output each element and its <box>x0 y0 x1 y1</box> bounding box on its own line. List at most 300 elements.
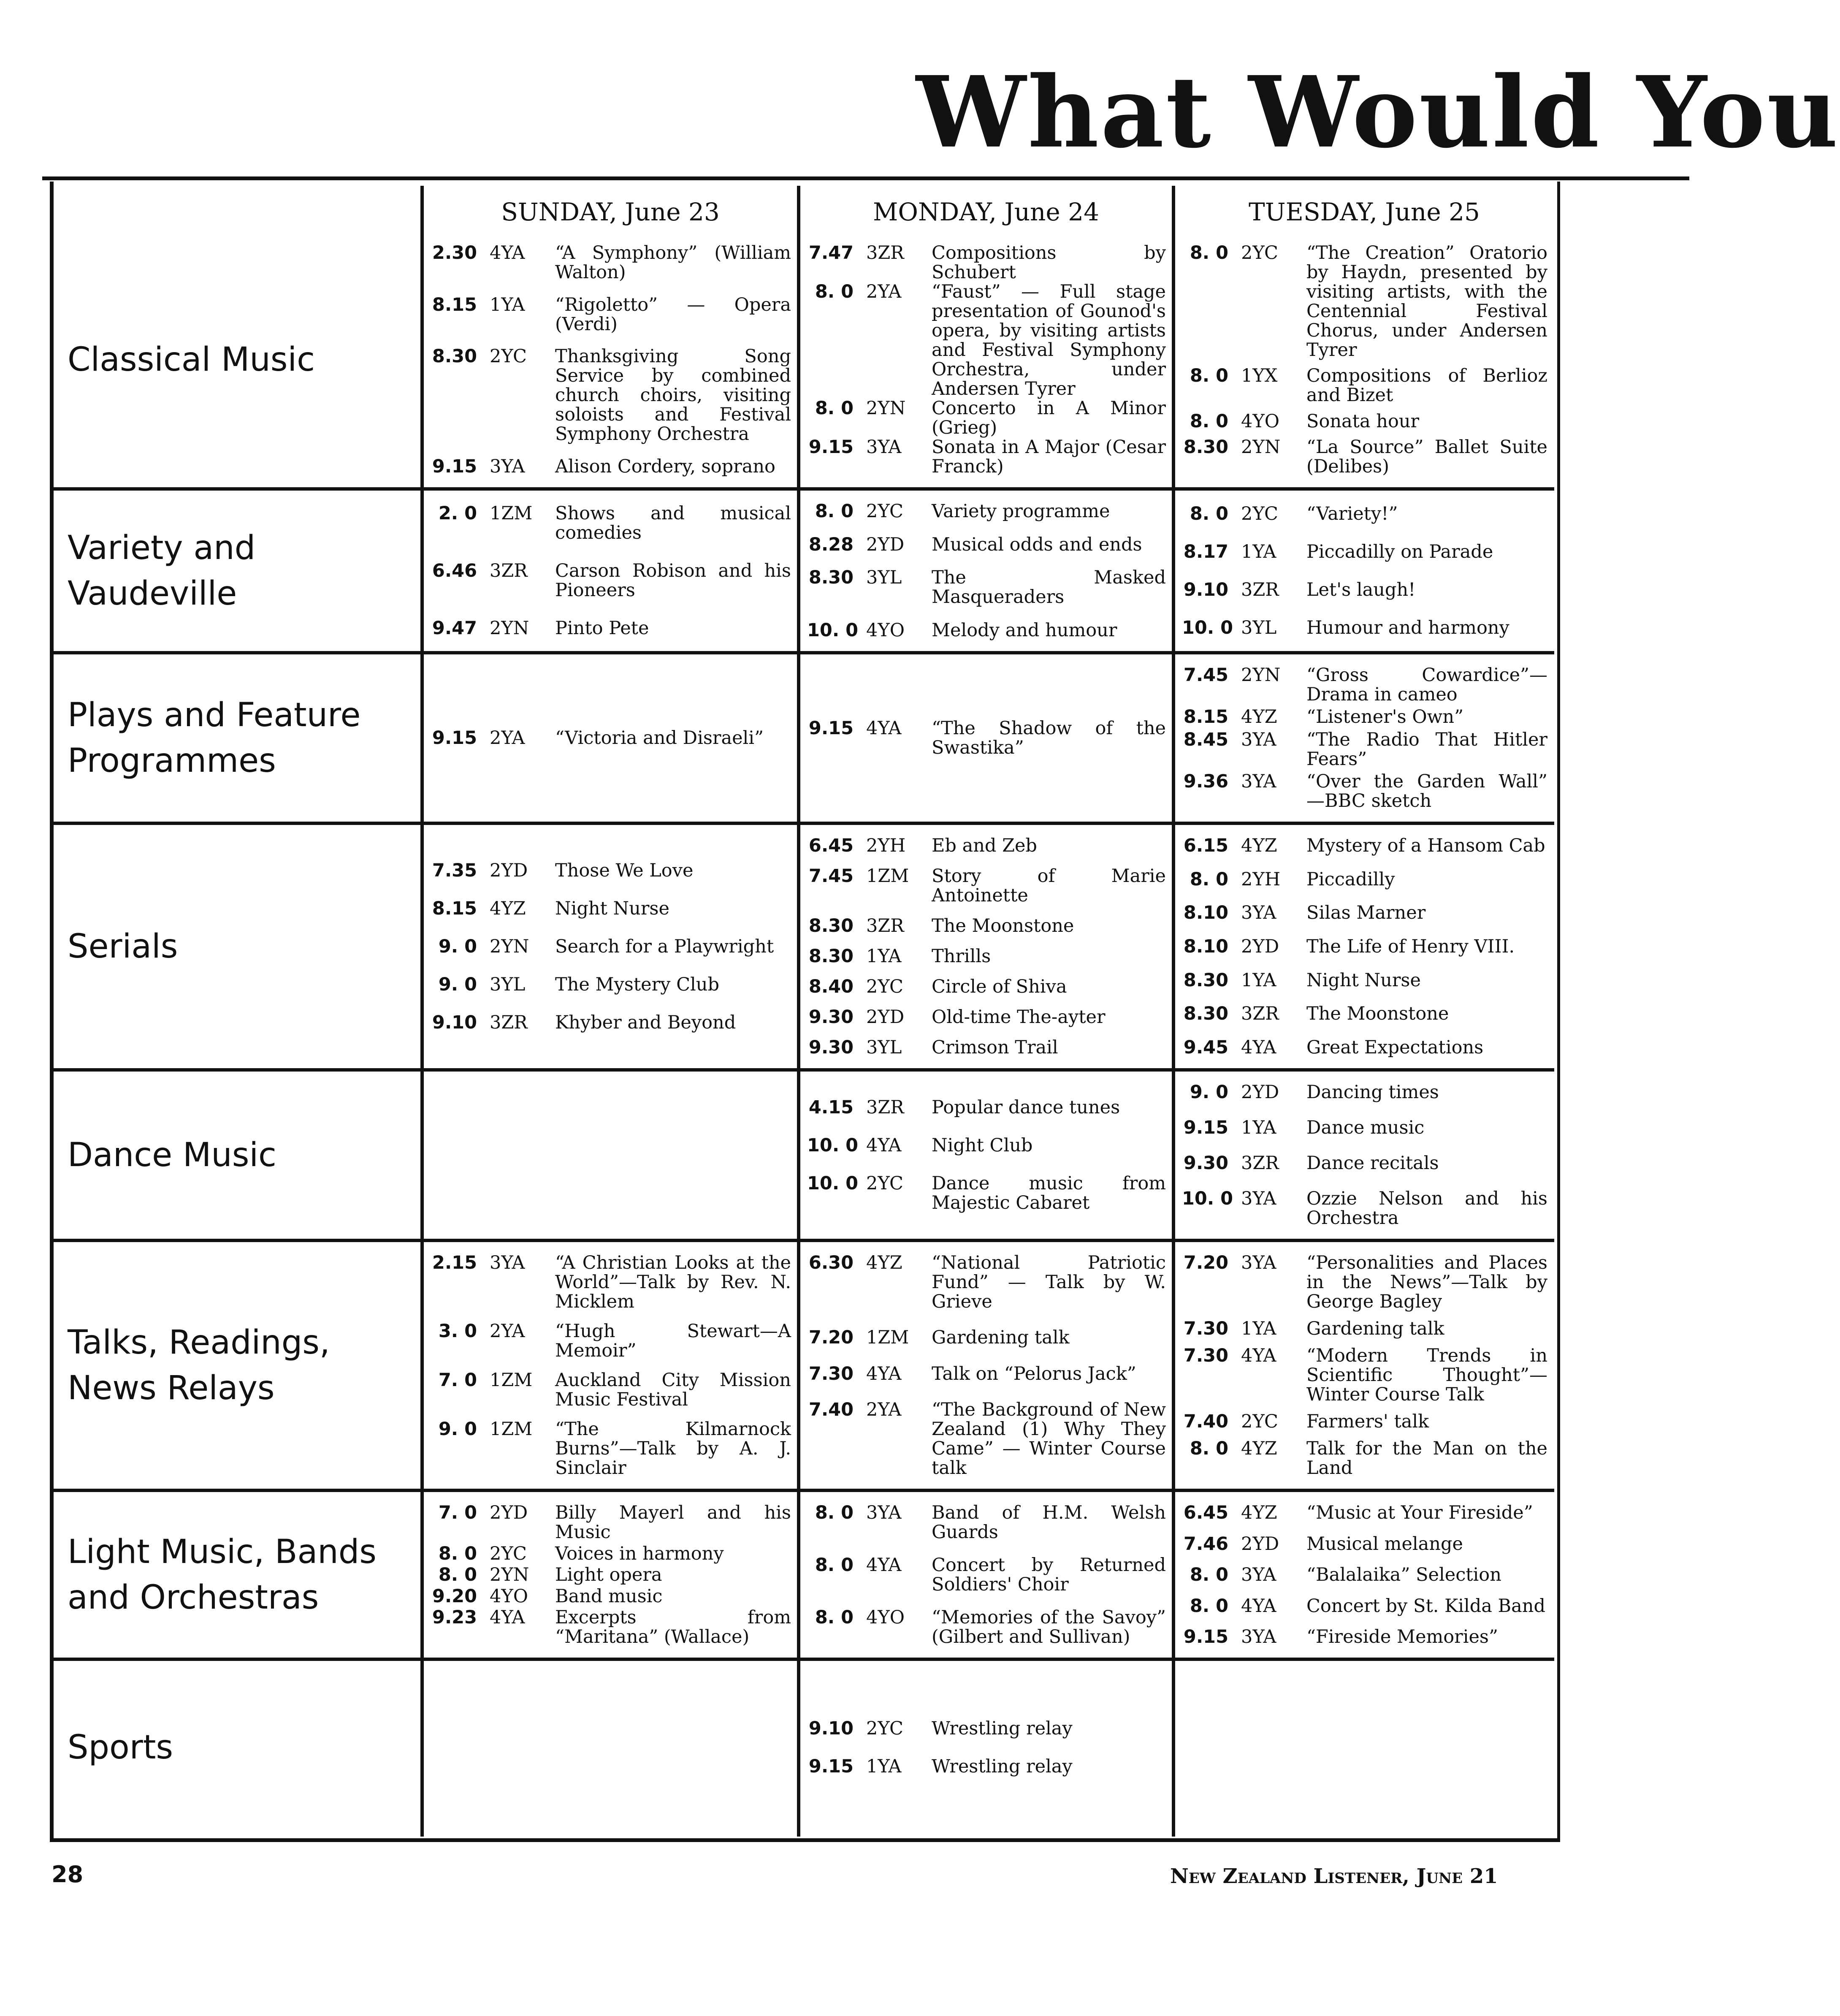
program-entry <box>431 861 791 880</box>
program-entry <box>807 1719 1166 1738</box>
program-title: Circle of Shiva <box>932 976 1067 997</box>
program-title: “Balalaika” Selection <box>1306 1564 1501 1585</box>
program-entry <box>807 866 1166 905</box>
station-code: 3YL <box>866 567 902 588</box>
program-title: Musical melange <box>1306 1533 1463 1555</box>
station-code: 2YA <box>490 1321 525 1342</box>
program-title: “Over the Garden Wall” —BBC sketch <box>1306 771 1547 811</box>
station-code: 2YN <box>490 1564 529 1585</box>
program-time: 8. 0 <box>815 1502 854 1523</box>
station-code: 2YC <box>866 976 903 997</box>
station-code: 1YA <box>490 294 525 315</box>
page-title: What Would You <box>916 54 1840 170</box>
program-time: 10. 0 <box>807 620 859 641</box>
station-code: 2YD <box>866 1007 905 1028</box>
program-time: 8. 0 <box>1190 869 1228 890</box>
program-title: Crimson Trail <box>932 1037 1058 1058</box>
program-title: “The Creation” Oratorio by Haydn, presented by visiting artists, with the Centennial Festival Chorus, under Andersen Tyrer <box>1306 242 1547 361</box>
station-code: 2YN <box>1241 665 1281 686</box>
program-title: Wrestling relay <box>932 1756 1073 1777</box>
category-label: Plays and Feature Programmes <box>68 696 361 780</box>
station-code: 1ZM <box>490 503 533 524</box>
program-entry <box>1182 971 1547 990</box>
row-divider <box>51 1489 1554 1492</box>
program-entry <box>1182 580 1547 600</box>
station-code: 2YN <box>490 936 529 957</box>
program-time: 2.15 <box>432 1252 477 1273</box>
station-code: 1YA <box>866 1756 902 1777</box>
program-time: 7.45 <box>1183 665 1228 686</box>
program-entry <box>1182 243 1547 360</box>
row-divider <box>51 822 1554 825</box>
station-code: 4YO <box>1241 411 1279 432</box>
program-time: 7.40 <box>808 1399 854 1420</box>
top-rule <box>42 176 1689 180</box>
program-entry <box>431 619 791 638</box>
program-entry <box>1182 1038 1547 1057</box>
program-entry <box>807 1608 1166 1647</box>
program-entry <box>1182 665 1547 704</box>
program-title: Auckland City Mission Music Festival <box>555 1370 791 1410</box>
station-code: 2YD <box>1241 936 1279 957</box>
station-code: 1YA <box>866 946 902 967</box>
station-code: 1ZM <box>490 1419 533 1440</box>
program-entry <box>807 1555 1166 1594</box>
row-divider <box>51 1068 1554 1072</box>
program-title: Concerto in A Minor (Grieg) <box>932 398 1166 438</box>
program-time: 7.20 <box>808 1327 854 1348</box>
station-code: 2YC <box>490 346 527 367</box>
program-time: 2.30 <box>432 242 477 263</box>
station-code: 2YD <box>1241 1533 1279 1555</box>
station-code: 3ZR <box>866 1097 904 1118</box>
program-entry <box>431 561 791 600</box>
station-code: 4YZ <box>866 1252 902 1273</box>
program-time: 8. 0 <box>1190 1564 1228 1585</box>
program-time: 9.20 <box>432 1586 477 1607</box>
program-entry <box>1182 937 1547 956</box>
program-time: 7.46 <box>1183 1533 1228 1555</box>
station-code: 2YC <box>1241 242 1278 263</box>
program-time: 6.15 <box>1183 835 1228 856</box>
program-time: 9.36 <box>1183 771 1228 792</box>
station-code: 2YC <box>1241 1411 1278 1432</box>
station-code: 4YZ <box>1241 706 1277 727</box>
program-time: 8.30 <box>1183 970 1228 991</box>
program-time: 7. 0 <box>438 1370 477 1391</box>
program-entry <box>431 1503 791 1542</box>
station-code: 3YA <box>490 1252 525 1273</box>
program-title: Excerpts from “Maritana” (Wallace) <box>555 1607 791 1647</box>
program-entry <box>431 457 791 476</box>
program-title: Melody and humour <box>932 620 1117 641</box>
program-title: Wrestling relay <box>932 1718 1073 1739</box>
program-title: “Victoria and Disraeli” <box>555 727 764 749</box>
program-time: 10. 0 <box>807 1135 859 1156</box>
station-code: 4YA <box>1241 1345 1276 1366</box>
program-title: Dance recitals <box>1306 1153 1439 1174</box>
program-title: The Moonstone <box>1306 1003 1449 1024</box>
program-time: 8. 0 <box>1190 1438 1228 1459</box>
program-time: 8.40 <box>808 976 854 997</box>
program-entry <box>807 621 1166 640</box>
station-code: 4YZ <box>1241 1438 1277 1459</box>
program-title: “A Symphony” (William Walton) <box>555 242 791 283</box>
program-title: Billy Mayerl and his Music <box>555 1502 791 1543</box>
program-time: 9.30 <box>1183 1153 1228 1174</box>
program-time: 8.30 <box>1183 437 1228 458</box>
program-time: 8.10 <box>1183 902 1228 923</box>
station-code: 3ZR <box>866 915 904 936</box>
program-entry <box>1182 1565 1547 1585</box>
program-title: Great Expectations <box>1306 1037 1484 1058</box>
program-entry <box>807 282 1166 399</box>
program-entry <box>431 1321 791 1360</box>
station-code: 3ZR <box>1241 1003 1279 1024</box>
station-code: 4YZ <box>1241 1502 1277 1523</box>
program-title: “The Shadow of the Swastika” <box>932 718 1166 758</box>
program-title: Shows and musical comedies <box>555 503 791 543</box>
row-divider <box>51 1239 1554 1242</box>
program-entry <box>1182 730 1547 769</box>
program-entry <box>807 719 1166 757</box>
day-header-monday: MONDAY, June 24 <box>873 198 1099 226</box>
station-code: 4YZ <box>1241 835 1277 856</box>
program-title: Talk on “Pelorus Jack” <box>932 1363 1136 1384</box>
program-entry <box>1182 1503 1547 1522</box>
program-time: 9. 0 <box>438 1419 477 1440</box>
program-title: Sonata hour <box>1306 411 1420 432</box>
station-code: 2YC <box>1241 503 1278 524</box>
page-number: 28 <box>51 1861 84 1888</box>
program-title: “Personalities and Places in the News”—Talk by George Bagley <box>1306 1252 1547 1312</box>
station-code: 4YA <box>866 718 902 739</box>
program-entry <box>807 1038 1166 1057</box>
station-code: 4YA <box>866 1135 902 1156</box>
program-time: 10. 0 <box>1182 617 1233 638</box>
program-title: “Variety!” <box>1306 503 1398 524</box>
station-code: 1YA <box>1241 1318 1276 1339</box>
program-title: “Modern Trends in Scientific Thought”—Winter Course Talk <box>1306 1345 1547 1405</box>
program-time: 8. 0 <box>815 1607 854 1628</box>
program-title: Dance music from Majestic Cabaret <box>932 1173 1166 1213</box>
program-time: 8.30 <box>432 346 477 367</box>
publication-line: New Zealand Listener, June 21 <box>1170 1864 1498 1888</box>
program-title: Story of Marie Antoinette <box>932 866 1166 906</box>
program-entry <box>1182 1627 1547 1647</box>
program-title: Ozzie Nelson and his Orchestra <box>1306 1188 1547 1229</box>
program-time: 8. 0 <box>815 281 854 302</box>
program-entry <box>1182 870 1547 889</box>
program-title: Popular dance tunes <box>932 1097 1120 1118</box>
program-entry <box>807 437 1166 476</box>
station-code: 3ZR <box>1241 1153 1279 1174</box>
category-label: Dance Music <box>68 1136 276 1174</box>
program-entry <box>807 916 1166 936</box>
program-entry <box>431 347 791 444</box>
station-code: 2YN <box>490 618 529 639</box>
program-entry <box>1182 903 1547 923</box>
program-title: Band of H.M. Welsh Guards <box>932 1502 1166 1543</box>
station-code: 3YA <box>866 1502 902 1523</box>
program-time: 7.47 <box>808 242 854 263</box>
station-code: 3YA <box>1241 1626 1276 1647</box>
program-title: Concert by St. Kilda Band <box>1306 1595 1545 1617</box>
program-title: Night Nurse <box>555 898 669 919</box>
station-code: 3YL <box>1241 617 1277 638</box>
program-time: 8.17 <box>1183 541 1228 562</box>
program-title: Alison Cordery, soprano <box>555 456 775 477</box>
program-title: Sonata in A Major (Cesar Franck) <box>932 437 1166 477</box>
program-title: Compositions of Berlioz and Bizet <box>1306 365 1547 406</box>
program-title: Gardening talk <box>1306 1318 1444 1339</box>
station-code: 4YA <box>866 1555 902 1576</box>
program-title: The Life of Henry VIII. <box>1306 936 1515 957</box>
program-time: 9.45 <box>1183 1037 1228 1058</box>
program-entry <box>807 399 1166 437</box>
station-code: 4YA <box>1241 1595 1276 1617</box>
program-time: 8. 0 <box>438 1564 477 1585</box>
station-code: 2YC <box>866 1173 903 1194</box>
program-entry <box>1182 366 1547 405</box>
column-divider <box>420 186 424 1837</box>
program-time: 9.10 <box>432 1012 477 1033</box>
program-title: “Music at Your Fireside” <box>1306 1502 1533 1523</box>
program-time: 6.45 <box>1183 1502 1228 1523</box>
day-header-tuesday: TUESDAY, June 25 <box>1249 198 1480 226</box>
program-entry <box>807 568 1166 607</box>
program-time: 8.15 <box>432 294 477 315</box>
program-title: “Faust” — Full stage presentation of Gounod's opera, by visiting artists and Festival Symphony Orchestra, under Andersen Tyrer <box>932 281 1166 399</box>
program-time: 8. 0 <box>1190 503 1228 524</box>
station-code: 4YA <box>490 1607 525 1628</box>
program-entry <box>431 295 791 334</box>
program-time: 9.15 <box>808 437 854 458</box>
station-code: 1ZM <box>866 866 909 887</box>
station-code: 1YA <box>1241 1117 1276 1138</box>
program-title: The Masked Masqueraders <box>932 567 1166 608</box>
program-entry <box>1182 836 1547 855</box>
program-entry <box>1182 1118 1547 1137</box>
program-entry <box>807 535 1166 554</box>
program-title: Talk for the Man on the Land <box>1306 1438 1547 1479</box>
program-time: 8. 0 <box>815 398 854 419</box>
program-entry <box>807 977 1166 996</box>
program-time: 7.30 <box>1183 1345 1228 1366</box>
program-time: 9.15 <box>432 456 477 477</box>
program-entry <box>1182 1412 1547 1431</box>
program-title: “The Kilmarnock Burns”—Talk by A. J. Sinclair <box>555 1419 791 1479</box>
program-entry <box>807 1098 1166 1117</box>
program-time: 8.30 <box>808 915 854 936</box>
program-time: 9.15 <box>1183 1117 1228 1138</box>
program-entry <box>807 1007 1166 1027</box>
program-title: Dancing times <box>1306 1082 1439 1103</box>
program-title: “Rigoletto” — Opera (Verdi) <box>555 294 791 335</box>
station-code: 4YA <box>1241 1037 1276 1058</box>
program-time: 8.15 <box>1183 706 1228 727</box>
program-title: Farmers' talk <box>1306 1411 1429 1432</box>
program-time: 9. 0 <box>1190 1082 1228 1103</box>
program-time: 8.10 <box>1183 936 1228 957</box>
station-code: 3ZR <box>1241 579 1279 600</box>
program-title: “Fireside Memories” <box>1306 1626 1498 1647</box>
station-code: 3YL <box>866 1037 902 1058</box>
program-entry <box>431 1419 791 1478</box>
row-divider <box>51 651 1554 654</box>
program-time: 7.35 <box>432 860 477 881</box>
program-title: Thanksgiving Song Service by combined church choirs, visiting soloists and Festival Symphony Orchestra <box>555 346 791 445</box>
program-time: 7.40 <box>1183 1411 1228 1432</box>
station-code: 2YA <box>490 727 525 749</box>
program-time: 3. 0 <box>438 1321 477 1342</box>
program-time: 9.23 <box>432 1607 477 1628</box>
program-title: “Memories of the Savoy” (Gilbert and Sullivan) <box>932 1607 1166 1647</box>
program-time: 7.30 <box>808 1363 854 1384</box>
station-code: 2YC <box>866 501 903 522</box>
station-code: 2YD <box>490 860 528 881</box>
program-entry <box>1182 1083 1547 1102</box>
station-code: 3YA <box>1241 902 1276 923</box>
program-time: 9.15 <box>432 727 477 749</box>
program-entry <box>431 243 791 282</box>
category-label: Serials <box>68 928 178 966</box>
program-time: 9.10 <box>808 1718 854 1739</box>
program-entry <box>1182 437 1547 476</box>
program-entry <box>807 836 1166 855</box>
program-time: 9.47 <box>432 618 477 639</box>
station-code: 3YL <box>490 974 526 995</box>
program-entry <box>1182 1253 1547 1311</box>
row-divider <box>51 1658 1554 1661</box>
program-title: Gardening talk <box>932 1327 1070 1348</box>
category-label: Talks, Readings, News Relays <box>68 1324 330 1407</box>
program-entry <box>431 1013 791 1032</box>
program-time: 9.15 <box>1183 1626 1228 1647</box>
program-entry <box>807 947 1166 966</box>
station-code: 2YC <box>490 1543 527 1564</box>
program-title: Thrills <box>932 946 991 967</box>
program-title: The Mystery Club <box>555 974 719 995</box>
program-entry <box>1182 618 1547 638</box>
program-entry <box>807 502 1166 521</box>
program-title: Variety programme <box>932 501 1110 522</box>
program-entry <box>1182 707 1547 727</box>
station-code: 4YO <box>866 620 905 641</box>
program-title: Band music <box>555 1586 663 1607</box>
program-entry <box>431 1565 791 1585</box>
station-code: 2YN <box>866 398 906 419</box>
program-time: 7.30 <box>1183 1318 1228 1339</box>
program-time: 9.15 <box>808 718 854 739</box>
station-code: 3YA <box>1241 771 1276 792</box>
station-code: 4YA <box>866 1363 902 1384</box>
program-entry <box>1182 1534 1547 1554</box>
station-code: 3YA <box>1241 1564 1276 1585</box>
category-label: Classical Music <box>68 341 315 379</box>
program-entry <box>431 1253 791 1311</box>
column-divider <box>797 186 800 1837</box>
program-time: 8. 0 <box>438 1543 477 1564</box>
program-entry <box>1182 1596 1547 1616</box>
program-time: 8. 0 <box>1190 411 1228 432</box>
program-time: 8.30 <box>808 946 854 967</box>
program-title: Night Nurse <box>1306 970 1421 991</box>
program-time: 9.30 <box>808 1037 854 1058</box>
program-entry <box>807 1757 1166 1776</box>
program-entry <box>1182 1189 1547 1228</box>
station-code: 4YO <box>866 1607 905 1628</box>
category-label: Sports <box>68 1728 173 1766</box>
program-time: 9. 0 <box>438 936 477 957</box>
station-code: 3ZR <box>490 1012 528 1033</box>
program-time: 7. 0 <box>438 1502 477 1523</box>
program-title: Mystery of a Hansom Cab <box>1306 835 1545 856</box>
program-entry <box>431 1370 791 1409</box>
station-code: 2YD <box>866 534 905 555</box>
station-code: 3ZR <box>866 242 904 263</box>
program-time: 8.28 <box>808 534 854 555</box>
program-time: 8. 0 <box>815 1555 854 1576</box>
station-code: 2YA <box>866 281 902 302</box>
program-time: 8. 0 <box>1190 1595 1228 1617</box>
program-time: 9. 0 <box>438 974 477 995</box>
station-code: 3YA <box>866 437 902 458</box>
station-code: 2YN <box>1241 437 1281 458</box>
program-time: 10. 0 <box>1182 1188 1233 1209</box>
program-title: “The Background of New Zealand (1) Why They Came” — Winter Course talk <box>932 1399 1166 1479</box>
station-code: 4YA <box>490 242 525 263</box>
program-entry <box>431 899 791 918</box>
station-code: 2YH <box>866 835 906 856</box>
program-entry <box>431 728 791 748</box>
station-code: 3YA <box>1241 1252 1276 1273</box>
program-title: “The Radio That Hitler Fears” <box>1306 729 1547 770</box>
program-time: 8. 0 <box>815 501 854 522</box>
program-entry <box>1182 1319 1547 1338</box>
station-code: 2YH <box>1241 869 1281 890</box>
program-time: 10. 0 <box>807 1173 859 1194</box>
row-divider <box>51 487 1554 491</box>
program-title: “National Patriotic Fund” — Talk by W. Grieve <box>932 1252 1166 1312</box>
program-entry <box>1182 412 1547 431</box>
program-entry <box>807 1174 1166 1213</box>
program-title: Let's laugh! <box>1306 579 1416 600</box>
program-entry <box>1182 1346 1547 1404</box>
program-title: “Gross Cowardice”—Drama in cameo <box>1306 665 1547 705</box>
program-time: 8.45 <box>1183 729 1228 750</box>
station-code: 1ZM <box>866 1327 909 1348</box>
day-header-sunday: SUNDAY, June 23 <box>501 198 720 226</box>
program-time: 4.15 <box>808 1097 854 1118</box>
program-time: 6.30 <box>808 1252 854 1273</box>
station-code: 3YA <box>1241 1188 1276 1209</box>
program-title: Light opera <box>555 1564 662 1585</box>
program-title: Carson Robison and his Pioneers <box>555 560 791 601</box>
program-entry <box>1182 542 1547 562</box>
station-code: 3YA <box>490 456 525 477</box>
program-entry <box>1182 1153 1547 1173</box>
program-title: Search for a Playwright <box>555 936 774 957</box>
station-code: 3ZR <box>490 560 528 581</box>
program-entry <box>1182 504 1547 524</box>
station-code: 3YA <box>1241 729 1276 750</box>
program-title: Concert by Returned Soldiers' Choir <box>932 1555 1166 1595</box>
program-entry <box>1182 1439 1547 1478</box>
program-title: Compositions by Schubert <box>932 242 1166 283</box>
program-time: 6.46 <box>432 560 477 581</box>
program-title: “Hugh Stewart—A Memoir” <box>555 1321 791 1361</box>
